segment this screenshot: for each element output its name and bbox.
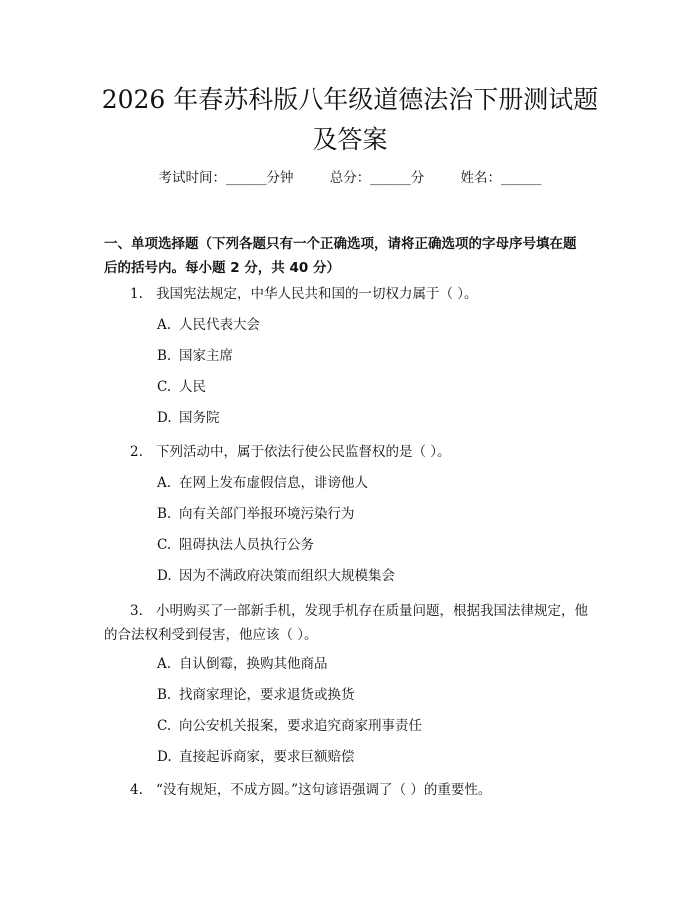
question-1: [130, 283, 478, 305]
option-text: 找商家理论，要求退货或换货: [179, 687, 355, 703]
exam-time: 考试时间：______分钟: [158, 170, 294, 186]
section-heading-line-2: 后的括号内。每小题 2 分，共 40 分）: [104, 260, 340, 276]
option-label: A.: [157, 475, 172, 491]
question-text: 下列活动中，属于依法行使公民监督权的是（ ）。: [156, 444, 451, 460]
q2-option-d: [157, 565, 395, 587]
question-2: [130, 441, 451, 463]
q3-option-d: [157, 746, 355, 768]
question-text: “没有规矩，不成方圆。”这句谚语强调了（ ）的重要性。: [156, 782, 492, 798]
question-text-line-1: 小明购买了一部新手机，发现手机存在质量问题，根据我国法律规定，他: [156, 603, 588, 619]
page-title: [60, 80, 640, 160]
title-line-1: 2026 年春苏科版八年级道德法治下册测试题: [101, 85, 599, 114]
section-heading-line-1: 一、单项选择题（下列各题只有一个正确选项，请将正确选项的字母序号填在题: [104, 236, 577, 252]
exam-info: [0, 168, 700, 188]
q3-option-c: [157, 715, 422, 737]
option-text: 人民代表大会: [179, 317, 260, 333]
option-label: C.: [157, 537, 172, 553]
option-label: A.: [157, 317, 172, 333]
option-label: D.: [157, 749, 172, 765]
option-label: C.: [157, 718, 172, 734]
q3-option-b: [157, 684, 355, 706]
q2-option-a: [157, 472, 368, 494]
option-label: B.: [157, 506, 172, 522]
q2-option-c: [157, 534, 314, 556]
q1-option-c: [157, 376, 206, 398]
option-text: 向公安机关报案，要求追究商家刑事责任: [179, 718, 422, 734]
question-number: 1.: [130, 286, 143, 302]
question-text: 我国宪法规定，中华人民共和国的一切权力属于（ ）。: [156, 286, 478, 302]
option-label: D.: [157, 568, 172, 584]
option-label: B.: [157, 348, 172, 364]
q1-option-b: [157, 345, 233, 367]
section-heading: [104, 232, 604, 280]
question-number: 2.: [130, 444, 143, 460]
question-3: [104, 599, 604, 647]
q3-option-a: [157, 653, 328, 675]
option-label: D.: [157, 410, 172, 426]
option-text: 阻碍执法人员执行公务: [179, 537, 314, 553]
option-text: 在网上发布虚假信息，诽谤他人: [179, 475, 368, 491]
option-text: 因为不满政府决策而组织大规模集会: [179, 568, 395, 584]
exam-name: 姓名：______: [460, 170, 542, 186]
question-text-line-2: 的合法权利受到侵害，他应该（ ）。: [104, 627, 318, 643]
option-text: 国务院: [179, 410, 220, 426]
question-4: [130, 779, 491, 801]
q1-option-d: [157, 407, 220, 429]
option-label: A.: [157, 656, 172, 672]
q2-option-b: [157, 503, 355, 525]
question-number: 3.: [130, 603, 143, 619]
q1-option-a: [157, 314, 260, 336]
exam-score: 总分：______分: [329, 170, 425, 186]
option-text: 国家主席: [179, 348, 233, 364]
option-text: 自认倒霉，换购其他商品: [179, 656, 328, 672]
option-text: 直接起诉商家，要求巨额赔偿: [179, 749, 355, 765]
title-line-2: 及答案: [312, 125, 388, 154]
option-text: 人民: [179, 379, 206, 395]
option-label: C.: [157, 379, 172, 395]
option-label: B.: [157, 687, 172, 703]
question-number: 4.: [130, 782, 143, 798]
option-text: 向有关部门举报环境污染行为: [179, 506, 355, 522]
